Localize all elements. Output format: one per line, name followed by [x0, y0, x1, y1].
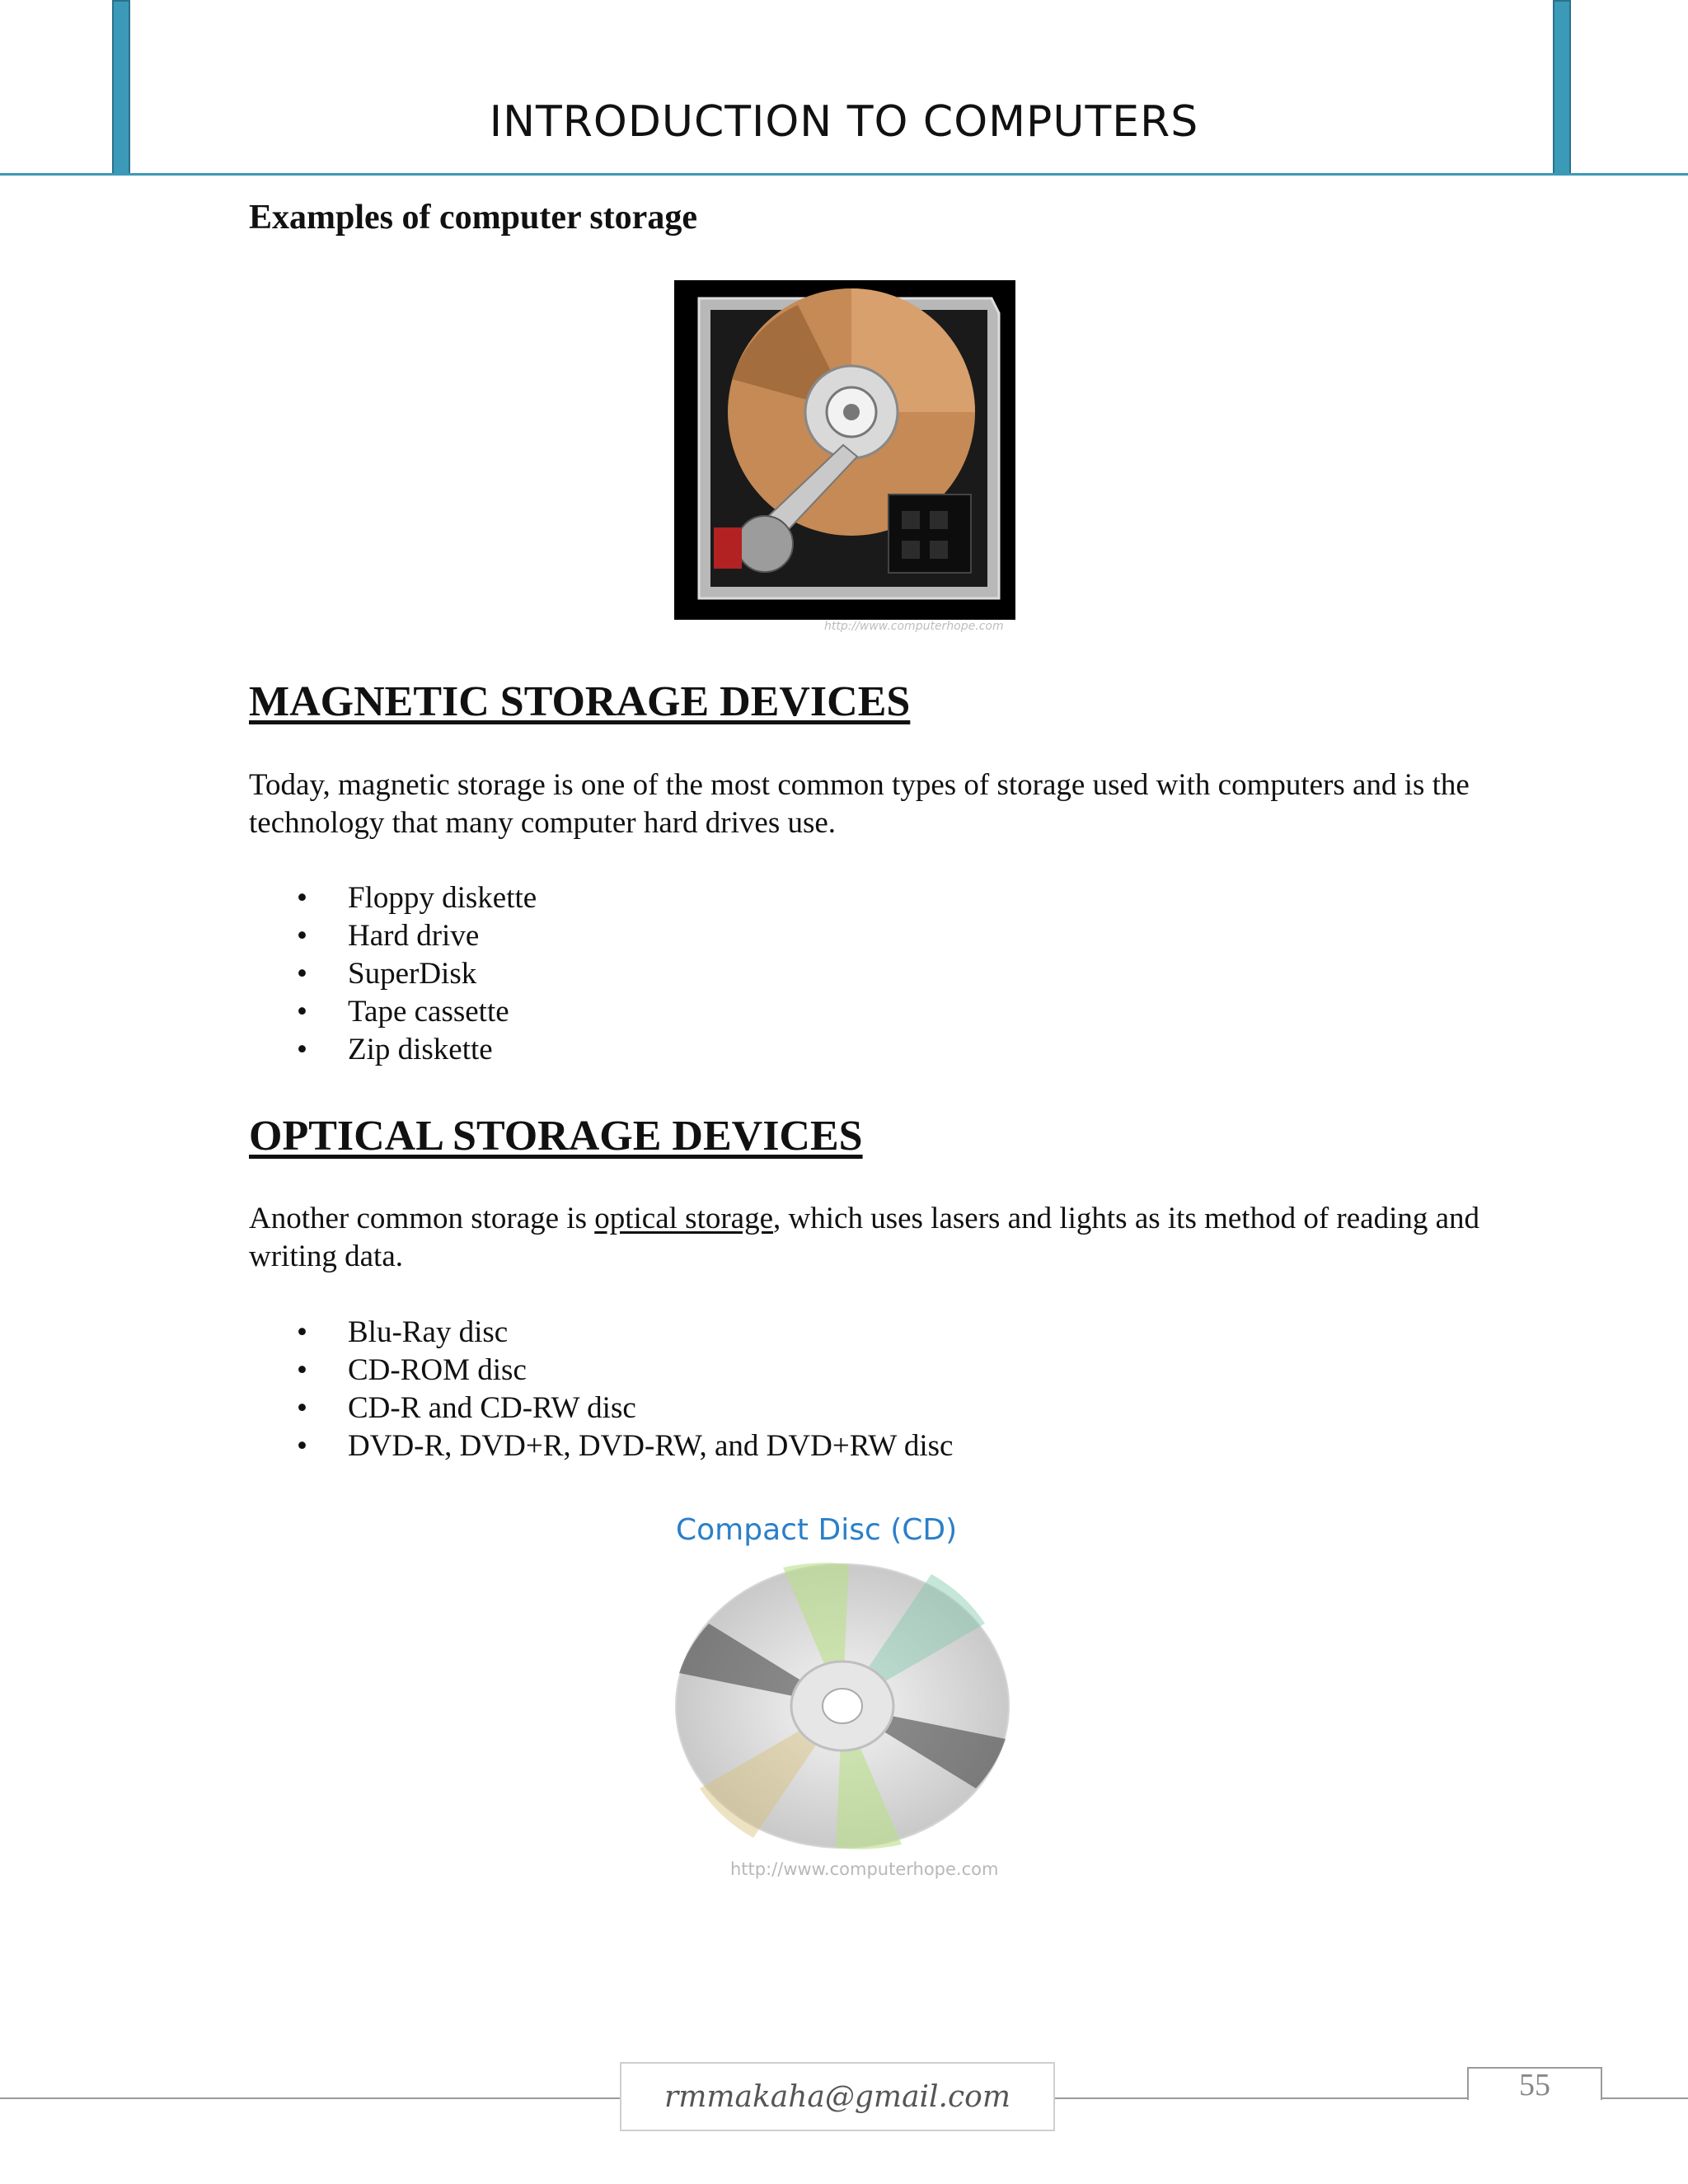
page-header-title: INTRODUCTION TO COMPUTERS — [489, 97, 1199, 147]
footer-rule-right — [1602, 2097, 1688, 2099]
list-item: • CD-R and CD-RW disc — [249, 1390, 953, 1427]
list-item: • Hard drive — [249, 917, 537, 955]
magnetic-heading: MAGNETIC STORAGE DEVICES — [249, 678, 911, 725]
list-item: • CD-ROM disc — [249, 1352, 953, 1390]
list-item: • Blu-Ray disc — [249, 1314, 953, 1352]
optical-intro — [249, 1200, 1535, 1276]
hard-drive-image — [674, 280, 1015, 620]
optical-list — [249, 1314, 953, 1465]
cd-image-title: Compact Disc (CD) — [676, 1513, 958, 1547]
magnetic-list — [249, 879, 537, 1069]
optical-storage-link[interactable]: optical storage — [594, 1202, 774, 1235]
list-item: • Tape cassette — [249, 993, 537, 1031]
magnetic-intro: Today, magnetic storage is one of the most common types of storage used with computers and is the technology that many computer hard drives use. — [249, 768, 1470, 840]
list-item: • DVD-R, DVD+R, DVD-RW, and DVD+RW disc — [249, 1427, 953, 1465]
page-number: 55 — [1467, 2067, 1602, 2100]
footer-rule-middle — [1055, 2097, 1467, 2099]
optical-intro-before: Another common storage is — [249, 1202, 595, 1235]
header-rule — [0, 173, 1688, 176]
optical-heading: OPTICAL STORAGE DEVICES — [249, 1113, 863, 1160]
list-item: • Zip diskette — [249, 1031, 537, 1069]
footer-email: rmmakaha@gmail.com — [620, 2062, 1055, 2131]
header-bar-right — [1553, 0, 1571, 175]
header-bar-left — [112, 0, 130, 175]
footer-rule-left — [0, 2097, 620, 2099]
optical-intro-after: , which uses lasers and lights as its method of reading and writing data. — [249, 1202, 1480, 1273]
list-item: • Floppy diskette — [249, 879, 537, 917]
cd-image-credit: http://www.computerhope.com — [730, 1859, 999, 1879]
compact-disc-image — [659, 1549, 1039, 1863]
examples-heading: Examples of computer storage — [249, 199, 697, 237]
list-item: • SuperDisk — [249, 955, 537, 993]
hdd-image-credit: http://www.computerhope.com — [824, 620, 1004, 633]
